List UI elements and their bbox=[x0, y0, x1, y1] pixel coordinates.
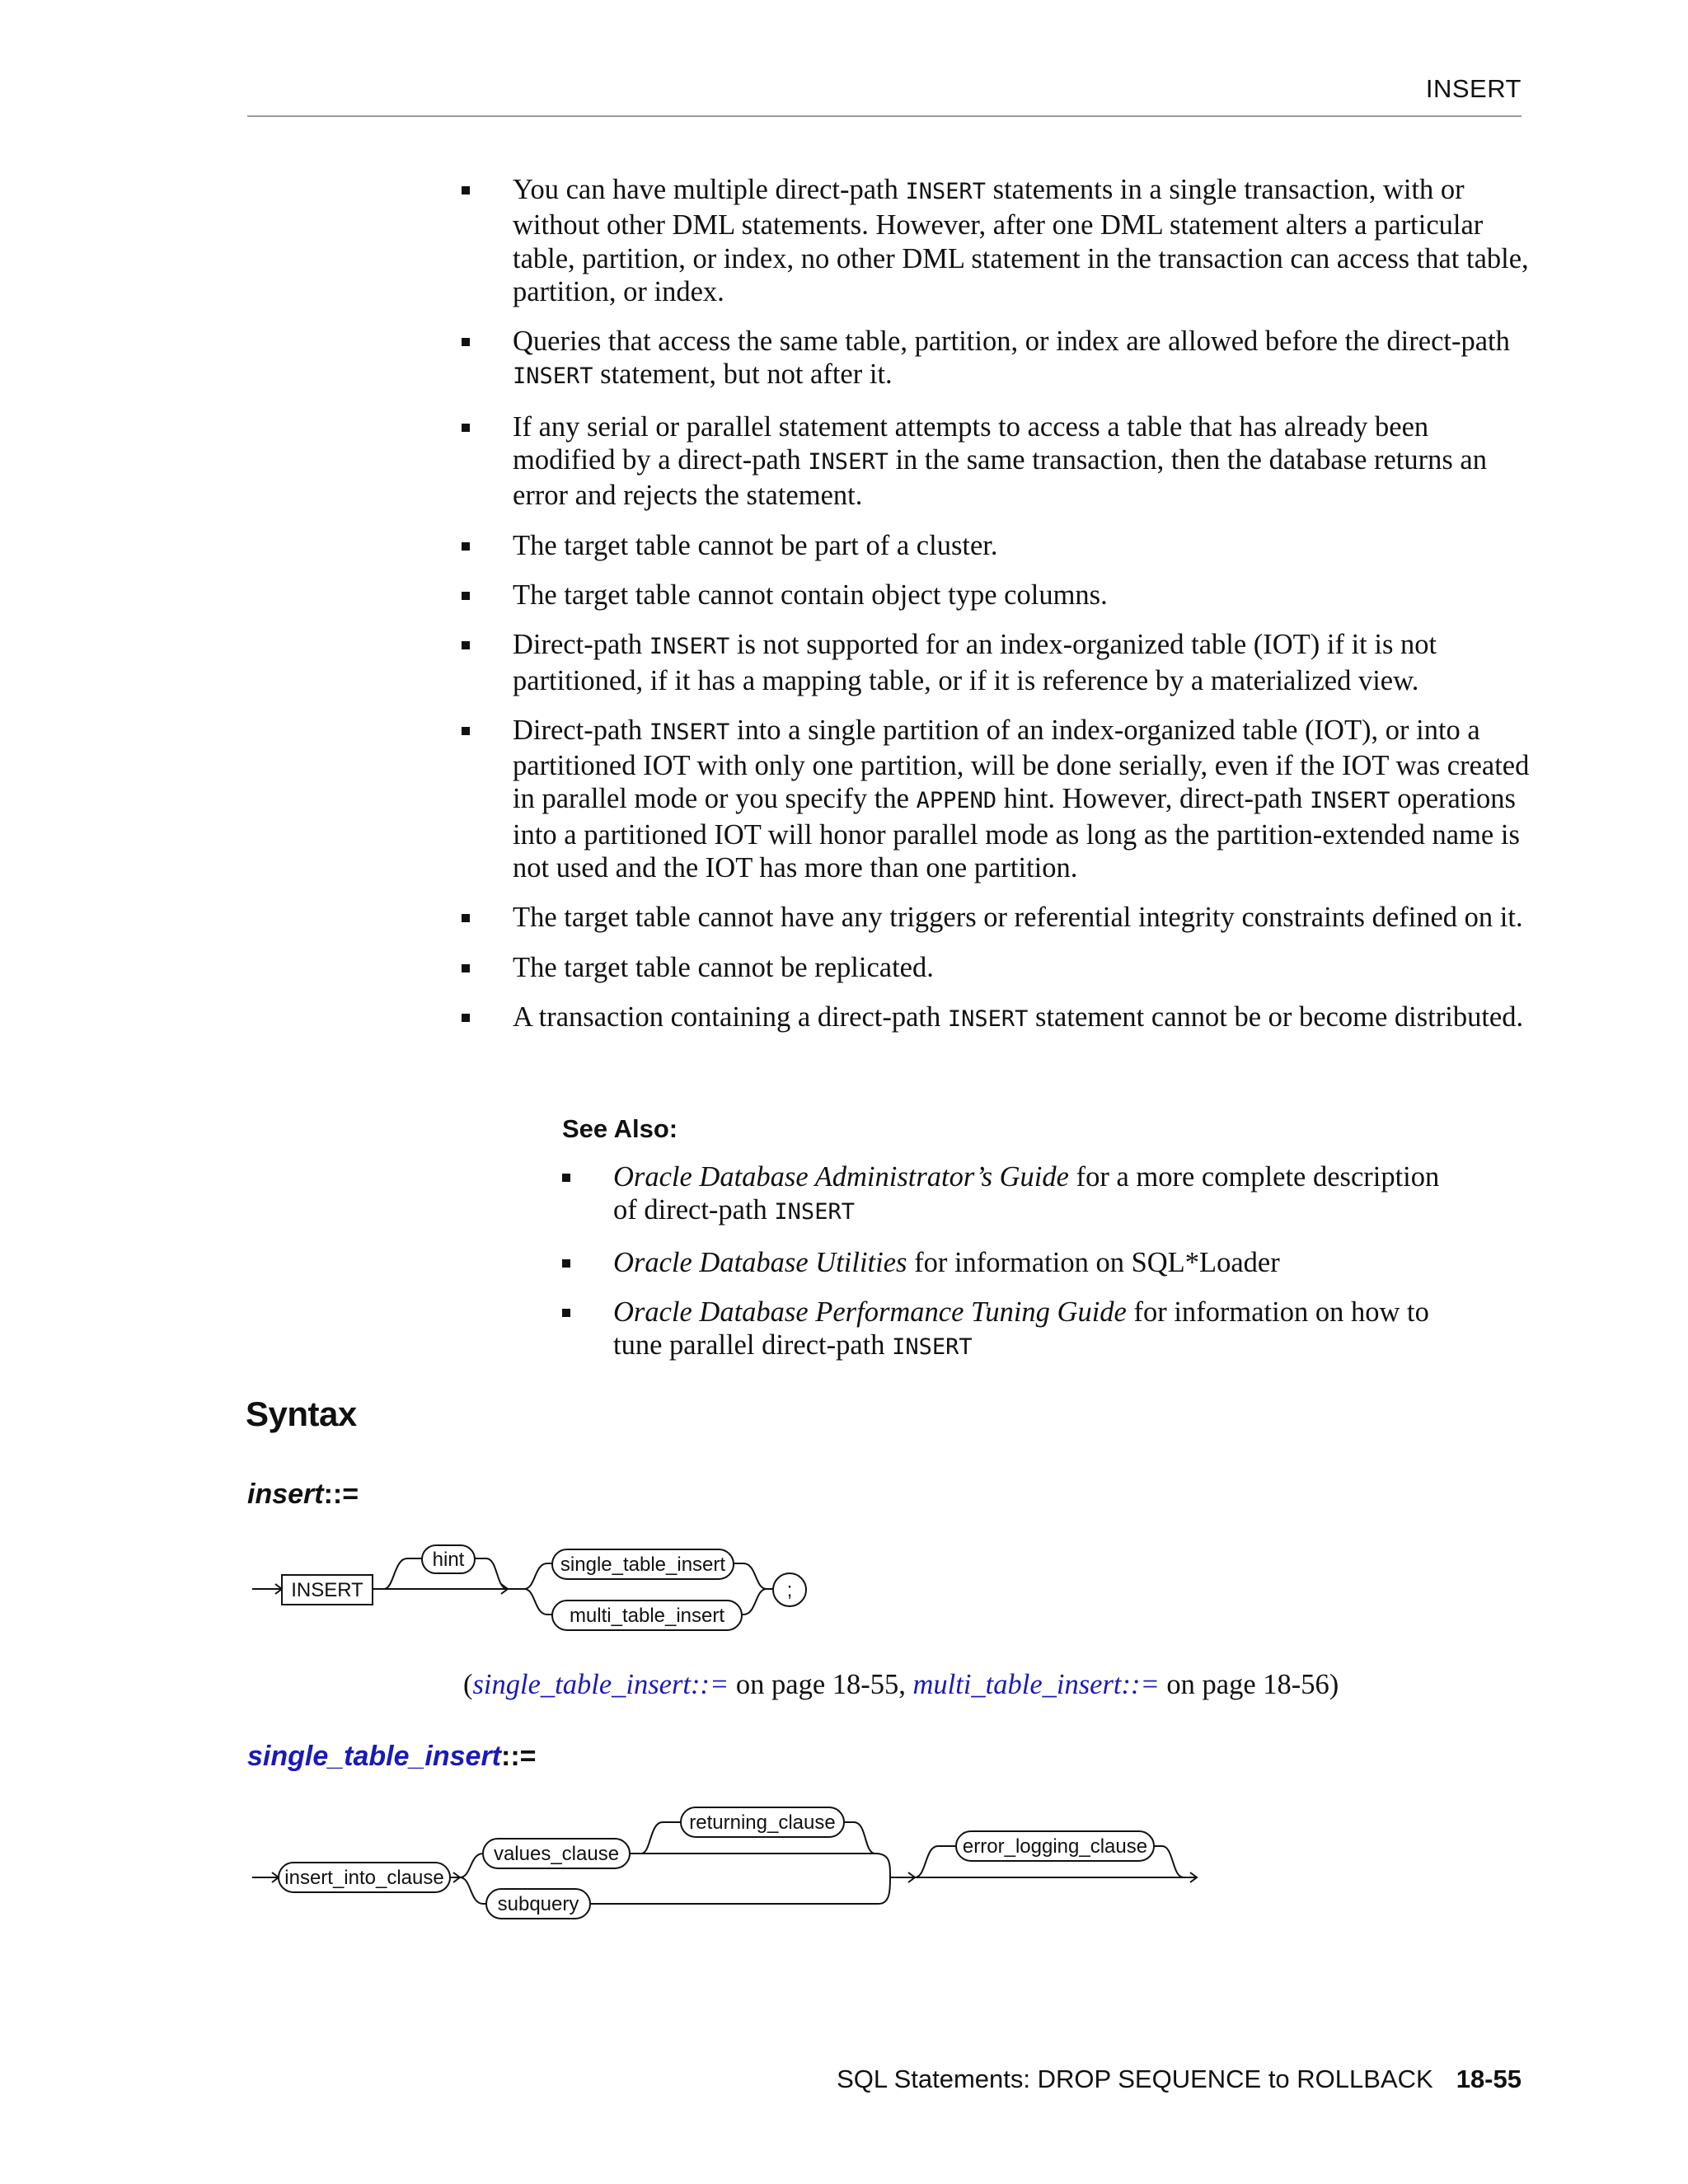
xref-mid-2: on page 18-56) bbox=[1159, 1669, 1339, 1700]
returning-clause-node bbox=[681, 1807, 844, 1837]
text-run: A transaction containing a direct-path bbox=[513, 1001, 948, 1033]
insert-syntax-diagram bbox=[239, 1529, 832, 1648]
text-run: into a single partition of an index-organized table (IOT), or into a partitioned IOT with only one partition, will be done serially, even if the IOT was created in parallel mode or you specify the bbox=[513, 714, 1530, 815]
text-run: Direct-path bbox=[513, 629, 649, 661]
values-clause-node bbox=[483, 1839, 630, 1868]
production-name: insert bbox=[247, 1479, 324, 1510]
book-title: Oracle Database Utilities bbox=[613, 1246, 907, 1278]
bullet-marker bbox=[462, 964, 470, 972]
text-run: in the same transaction, then the database returns an error and rejects the statement. bbox=[513, 444, 1487, 512]
book-title: Oracle Database Administrator’s Guide bbox=[613, 1161, 1069, 1193]
text-run: The target table cannot be part of a cluster. bbox=[513, 529, 998, 561]
hint-node bbox=[422, 1545, 475, 1573]
inline-code: INSERT bbox=[1310, 788, 1390, 814]
text-run: for information on SQL*Loader bbox=[907, 1246, 1280, 1278]
text-run: statements in a single transaction, with or without other DML statements. However, after one DML statement alters a particular table, partition, or index, no other DML statement in the transaction can access that table, partition, or index. bbox=[513, 174, 1529, 307]
restriction-item bbox=[462, 173, 1533, 308]
insert-into-clause-node bbox=[279, 1863, 450, 1892]
text-run: You can have multiple direct-path bbox=[513, 174, 906, 205]
bullet-marker bbox=[462, 727, 470, 735]
semicolon-label: ; bbox=[786, 1579, 793, 1601]
text-run: The target table cannot be replicated. bbox=[513, 951, 934, 983]
xref-open: ( bbox=[463, 1669, 473, 1700]
restriction-item bbox=[462, 579, 1533, 612]
inline-code: INSERT bbox=[774, 1199, 855, 1226]
bullet-marker bbox=[462, 424, 470, 432]
restriction-item bbox=[462, 410, 1533, 513]
see-also-list bbox=[562, 1160, 1469, 1380]
single-table-insert-syntax-diagram bbox=[239, 1793, 1228, 1933]
see-also-item bbox=[562, 1246, 1469, 1279]
bullet-marker bbox=[562, 1259, 570, 1268]
running-header-title: INSERT bbox=[1425, 74, 1522, 103]
restriction-item bbox=[462, 325, 1533, 394]
insert-keyword-label: INSERT bbox=[291, 1579, 363, 1601]
single-table-insert-production-title bbox=[247, 1741, 537, 1773]
text-run: for information on how to tune parallel direct-path bbox=[613, 1296, 1429, 1361]
bullet-marker bbox=[462, 592, 470, 600]
error-logging-clause-node bbox=[956, 1831, 1154, 1861]
insert-keyword-box bbox=[282, 1575, 373, 1605]
inline-code: INSERT bbox=[808, 449, 889, 476]
bullet-marker bbox=[462, 641, 470, 649]
see-also-heading: See Also: bbox=[562, 1114, 678, 1143]
bullet-marker bbox=[562, 1309, 570, 1317]
subquery-label: subquery bbox=[497, 1893, 579, 1915]
production-separator: ::= bbox=[501, 1741, 537, 1772]
header-rule bbox=[247, 115, 1522, 117]
text-run: statement, but not after it. bbox=[593, 359, 893, 391]
bullet-marker bbox=[462, 914, 470, 922]
inline-code: INSERT bbox=[905, 179, 987, 204]
inline-code: APPEND bbox=[916, 788, 997, 814]
values-clause-label: values_clause bbox=[493, 1843, 620, 1865]
single-table-insert-node bbox=[552, 1549, 734, 1579]
bullet-marker bbox=[562, 1174, 570, 1182]
inline-code: INSERT bbox=[947, 1005, 1029, 1032]
inline-code: INSERT bbox=[649, 719, 730, 745]
restriction-item bbox=[462, 901, 1533, 934]
bullet-marker bbox=[462, 542, 470, 551]
restriction-item bbox=[462, 628, 1533, 697]
bullet-marker bbox=[462, 338, 470, 346]
restriction-item bbox=[462, 951, 1533, 984]
text-run: If any serial or parallel statement attempts to access a table that has already been modified by a direct-path bbox=[513, 410, 1429, 476]
see-also-item bbox=[562, 1160, 1469, 1230]
text-run: The target table cannot contain object type columns. bbox=[513, 579, 1108, 611]
hint-label: hint bbox=[432, 1549, 465, 1571]
single-table-insert-label: single_table_insert bbox=[560, 1554, 726, 1576]
restrictions-list bbox=[462, 173, 1533, 1052]
text-run: for a more complete description of direct-path bbox=[613, 1161, 1440, 1226]
page-footer bbox=[837, 2064, 1522, 2094]
multi-table-insert-link[interactable]: multi_table_insert::= bbox=[912, 1669, 1160, 1700]
restriction-item bbox=[462, 714, 1533, 884]
production-separator: ::= bbox=[323, 1479, 359, 1510]
restriction-item bbox=[462, 1001, 1533, 1036]
text-run: Direct-path bbox=[513, 714, 649, 746]
bullet-marker bbox=[462, 186, 470, 194]
bullet-marker bbox=[462, 1014, 470, 1022]
production-name-link[interactable]: single_table_insert bbox=[247, 1741, 502, 1772]
multi-table-insert-label: multi_table_insert bbox=[569, 1605, 725, 1627]
text-run: hint. However, direct-path bbox=[996, 783, 1311, 815]
book-title: Oracle Database Performance Tuning Guide bbox=[613, 1296, 1127, 1328]
inline-code: INSERT bbox=[513, 363, 593, 390]
inline-code: INSERT bbox=[649, 634, 730, 660]
see-also-item bbox=[562, 1296, 1469, 1365]
inline-code: INSERT bbox=[892, 1334, 973, 1361]
semicolon-node bbox=[773, 1573, 806, 1606]
subquery-node bbox=[486, 1889, 590, 1919]
syntax-heading: Syntax bbox=[246, 1394, 357, 1433]
footer-section-title: SQL Statements: DROP SEQUENCE to ROLLBACK bbox=[837, 2064, 1433, 2093]
restriction-item bbox=[462, 529, 1533, 562]
cross-reference-line bbox=[463, 1669, 1339, 1701]
text-run: is not supported for an index-organized table (IOT) if it is not partitioned, if it has a mapping table, or if it is reference by a materialized view. bbox=[513, 629, 1437, 696]
text-run: operations into a partitioned IOT will honor parallel mode as long as the partition-extended name is not used and the IOT has more than one partition. bbox=[513, 783, 1520, 884]
error-logging-clause-label: error_logging_clause bbox=[962, 1835, 1148, 1858]
xref-mid-1: on page 18-55, bbox=[729, 1669, 913, 1700]
returning-clause-label: returning_clause bbox=[689, 1811, 836, 1834]
page-number: 18-55 bbox=[1456, 2064, 1522, 2093]
multi-table-insert-node bbox=[552, 1601, 742, 1630]
insert-production-title bbox=[247, 1479, 359, 1511]
insert-into-clause-label: insert_into_clause bbox=[284, 1867, 444, 1889]
text-run: The target table cannot have any triggers or referential integrity constraints defined on it. bbox=[513, 902, 1523, 934]
single-table-insert-link[interactable]: single_table_insert::= bbox=[472, 1669, 729, 1700]
text-run: statement cannot be or become distributed. bbox=[1028, 1001, 1524, 1033]
text-run: Queries that access the same table, partition, or index are allowed before the direct-path bbox=[513, 326, 1510, 358]
